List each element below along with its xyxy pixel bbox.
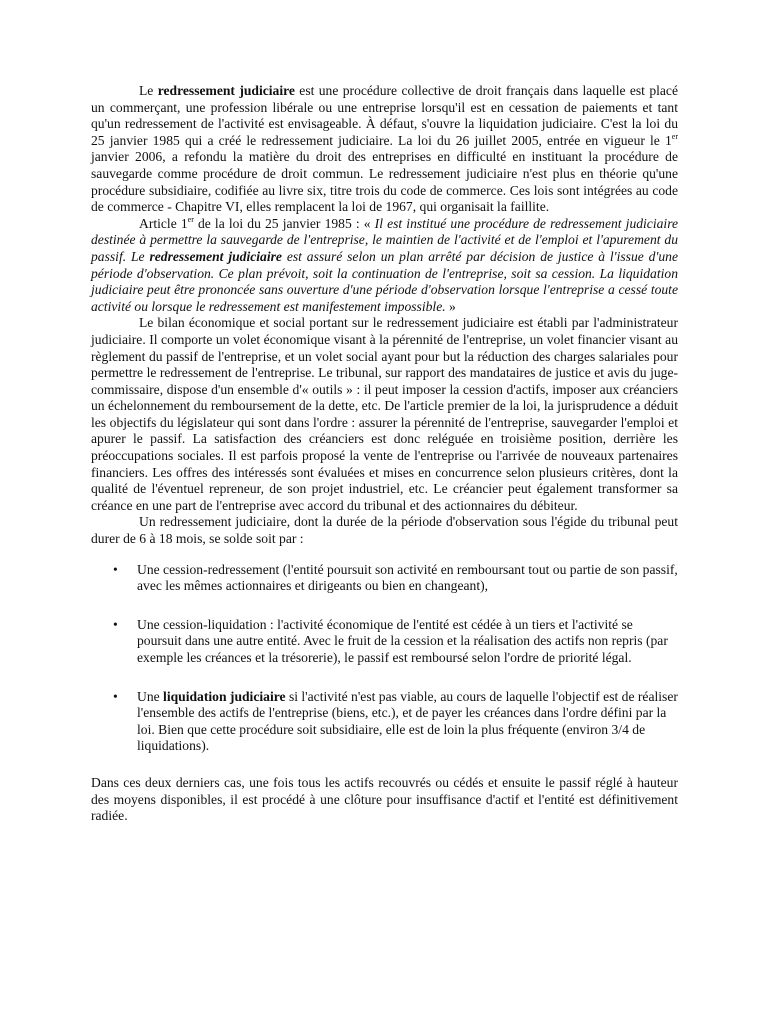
list-item-text: Une <box>137 688 164 704</box>
paragraph-duree: Un redressement judiciaire, dont la durée de la période d'observation sous l'égide du tribunal peut durer de 6 à 18 mois, se solde soit par : <box>91 514 678 547</box>
term-liquidation-judiciaire: liquidation judiciaire <box>163 688 286 704</box>
list-item-text: Une cession-liquidation : l'activité économique de l'entité est cédée à un tiers et l'activité se poursuit dans une autre entité. Avec le fruit de la cession et la réalisation des actifs non repris (par exemple les créances et la trésorerie), le passif est remboursé selon l'ordre de priorité légal. <box>137 616 668 665</box>
quote-text: Il est institué une procédure de redressement judiciaire destinée à permettre la sauvegarde de l'entreprise, le maintien de l'activité et de l'emploi et l'apurement du passif. Le <box>91 215 679 264</box>
list-item-text: Une cession-redressement (l'entité poursuit son activité en remboursant tout ou partie de son passif, avec les mêmes actionnaires et dirigeants ou bien en changeant), <box>137 561 678 594</box>
term-redressement-judiciaire: redressement judiciaire <box>157 83 295 98</box>
term-redressement-judiciaire: redressement judiciaire <box>149 248 282 264</box>
text-run: Article 1 <box>139 215 188 231</box>
bullet-icon: • <box>113 688 118 704</box>
text-run: de la loi du 25 janvier 1985 : « <box>193 215 375 231</box>
outcome-list <box>91 562 678 755</box>
list-item-liquidation-judiciaire <box>113 688 678 755</box>
list-item-text: si l'activité n'est pas viable, au cours de laquelle l'objectif est de réaliser l'ensemble des actifs de l'entreprise (biens, etc.), et de payer les créances dans l'ordre défini par la loi. Bien que cette procédure soit subsidiaire, elle est de loin la plus fréquente (environ 3/4 de liquidations). <box>137 688 678 754</box>
paragraph-article-1 <box>91 216 678 316</box>
quote-close: » <box>445 298 456 314</box>
paragraph-bilan: Le bilan économique et social portant sur le redressement judiciaire est établi par l'administrateur judiciaire. Il comporte un volet économique visant à la pérennité de l'entreprise, un volet financier visant au règlement du passif de l'entreprise, et un volet social ayant pour but la réduction des charges salariales pour permettre le redressement de l'entreprise. Le tribunal, sur rapport des mandataires de justice et avis du juge-commissaire, dispose d'un ensemble d'« outils » : il peut imposer la cession d'actifs, imposer aux créanciers un échelonnement du remboursement de la dette, etc. De l'article premier de la loi, la jurisprudence a déduit les objectifs du législateur qui sont dans l'ordre : assurer la pérennité de l'entreprise, sauvegarder l'emploi et apurer le passif. La satisfaction des créanciers est donc reléguée en troisième position, derrière les préoccupations sociales. Il est parfois proposé la vente de l'entreprise ou l'arrivée de nouveaux partenaires financiers. Les offres des intéressés sont évaluées et mises en concurrence selon plusieurs critères, dont la qualité de l'éventuel repreneur, de son projet industriel, etc. Le créancier peut également transformer sa créance en une part de l'entreprise avec accord du tribunal et des actionnaires du débiteur. <box>91 315 678 513</box>
bullet-icon: • <box>113 616 118 632</box>
quote-text: est assuré selon un plan arrêté par décision de justice à l'issue d'une période d'observation. Ce plan prévoit, soit la continuation de l'entreprise, soit sa cession. La liquidation judiciaire peut être prononcée sans ouverture d'une période d'observation lorsque l'entreprise a cessé toute activité ou lorsque le redressement est manifestement impossible. <box>91 248 678 314</box>
paragraph-introduction <box>91 83 678 216</box>
text-run: est une procédure collective de droit français dans laquelle est placé un commerçant, une profession libérale ou une entreprise lorsqu'il est en cessation de paiements et tant qu'un redressement de l'activité est envisageable. À défaut, s'ouvre la liquidation judiciaire. C'est la loi du 25 janvier 1985 qui a créé le redressement judiciaire. La loi du 26 juillet 2005, entrée en vigueur le 1 <box>91 83 678 148</box>
list-item-cession-redressement <box>113 561 678 595</box>
bullet-icon: • <box>113 561 118 577</box>
document-body <box>91 83 678 825</box>
list-item-cession-liquidation <box>113 616 678 667</box>
text-run: janvier 2006, a refondu la matière du droit des entreprises en difficulté en instituant la procédure de sauvegarde comme procédure de droit commun. Le redressement judiciaire n'est plus en théorie qu'une procédure subsidiaire, codifiée au livre six, titre trois du code de commerce. Ces lois sont intégrées au code de commerce - Chapitre VI, elles remplacent la loi de 1967, qui organisait la faillite. <box>91 149 678 215</box>
superscript-er: er <box>187 214 194 224</box>
text-run: Le <box>139 83 158 98</box>
superscript-er: er <box>671 131 678 141</box>
paragraph-conclusion: Dans ces deux derniers cas, une fois tous les actifs recouvrés ou cédés et ensuite le passif réglé à hauteur des moyens disponibles, il est procédé à une clôture pour insuffisance d'actif et l'entité est définitivement radiée. <box>91 774 678 824</box>
